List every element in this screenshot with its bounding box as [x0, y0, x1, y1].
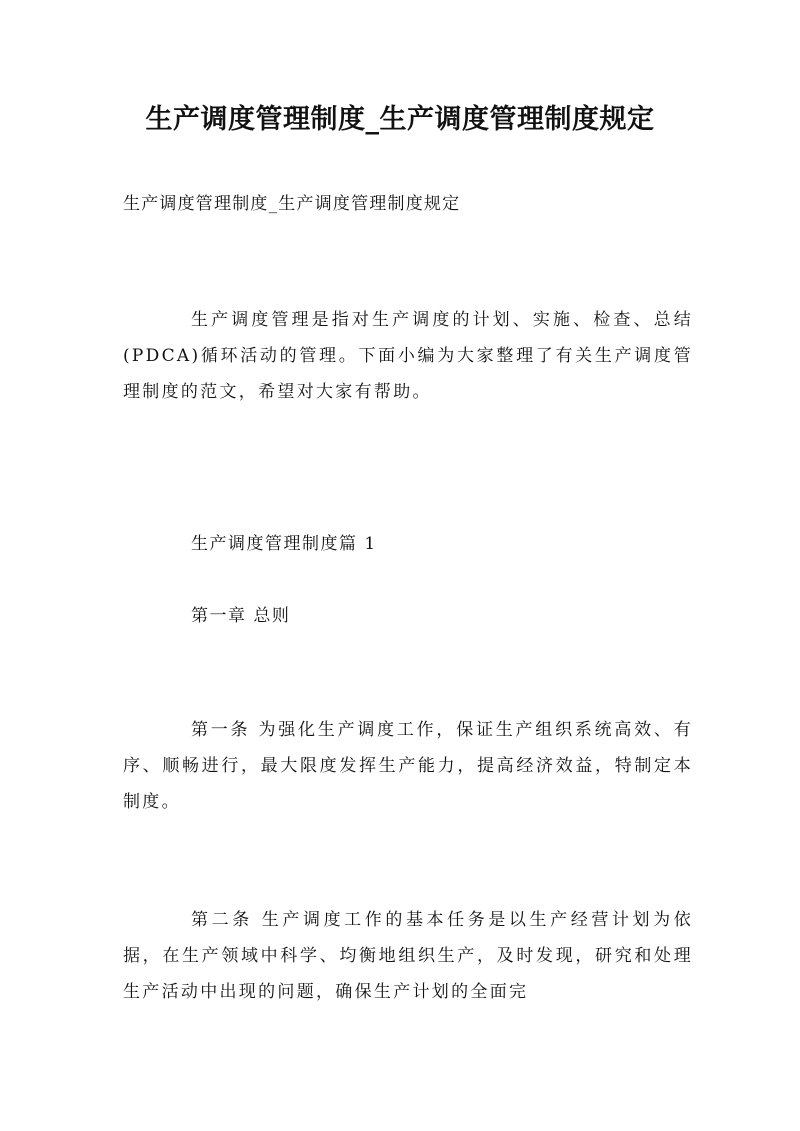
article-1-paragraph: 第一条 为强化生产调度工作，保证生产组织系统高效、有序、顺畅进行，最大限度发挥生产能力，提高经济效益，特制定本制度。: [123, 720, 693, 812]
document-subtitle: 生产调度管理制度_生产调度管理制度规定: [123, 194, 461, 214]
section-title: 生产调度管理制度篇 1: [191, 534, 377, 554]
document-title: 生产调度管理制度_生产调度管理制度规定: [145, 104, 655, 135]
article-2-paragraph: 第二条 生产调度工作的基本任务是以生产经营计划为依据，在生产领域中科学、均衡地组织生产，及时发现，研究和处理生产活动中出现的问题，确保生产计划的全面完: [123, 910, 693, 1002]
chapter-title: 第一章 总则: [191, 606, 291, 626]
intro-paragraph: 生产调度管理是指对生产调度的计划、实施、检查、总结(PDCA)循环活动的管理。下面小编为大家整理了有关生产调度管理制度的范文，希望对大家有帮助。: [123, 310, 693, 402]
